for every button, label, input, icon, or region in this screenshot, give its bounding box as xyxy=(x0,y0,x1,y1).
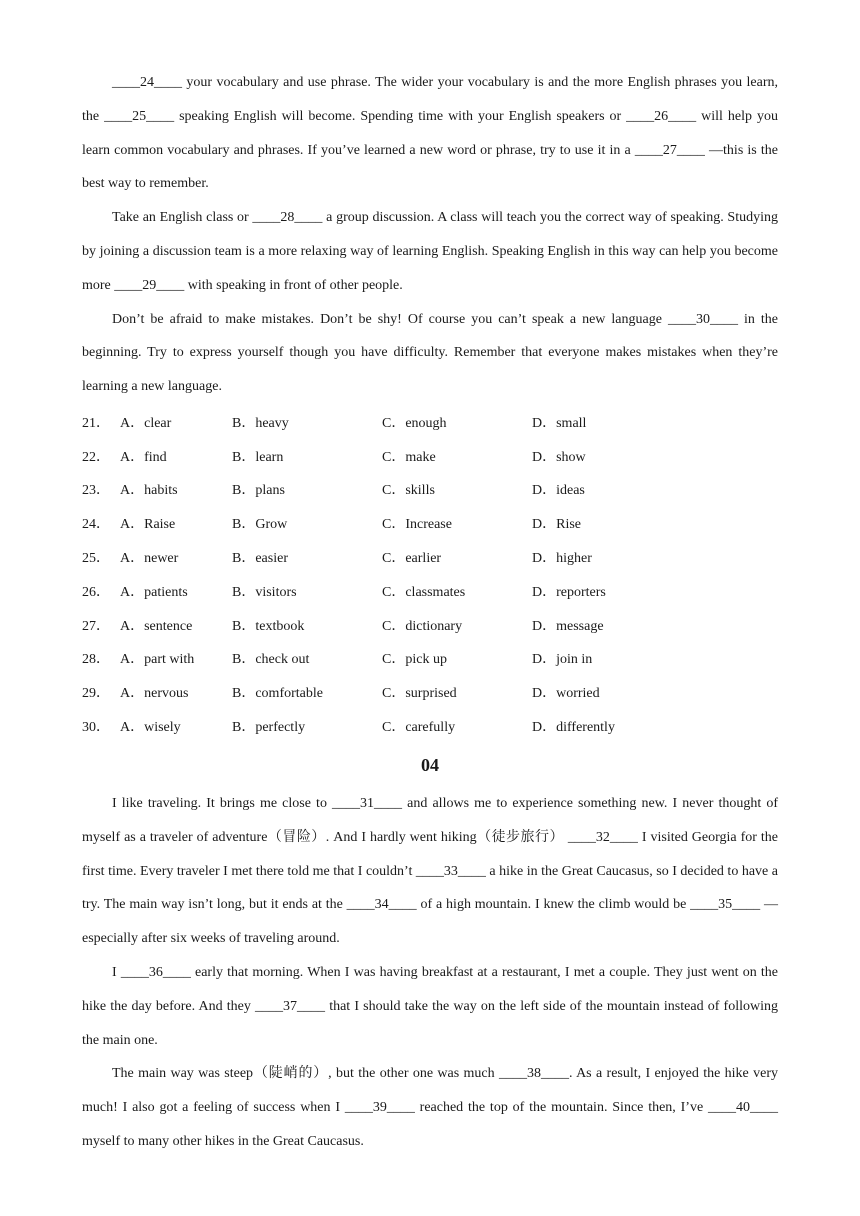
option-c: C．classmates xyxy=(382,584,466,600)
option-c: C．carefully xyxy=(382,720,456,736)
passage-paragraph: ____24____ your vocabulary and use phrase. The wider your vocabulary is and the more English phrases you learn, the ____25____ speaking English will become. Spending time with your English speakers or ____26____ will help you learn common vocabulary and phrases. If you’ve learned a new word or phrase, try to use it in a ____27____ —this is the best way to remember. xyxy=(82,75,778,192)
option-d: D．message xyxy=(532,618,604,634)
passage-paragraph: I like traveling. It brings me close to ____31____ and allows me to experience something new. I never thought of myself as a traveler of adventure（冒险）. And I hardly went hiking（徒步旅行） ____32____ I visited Georgia for the first time. Every traveler I met there told me that I couldn’t ____33____ a hike in the Great Caucasus, so I decided to have a try. The main way isn’t long, but it ends at the ____34____ of a high mountain. I knew the climb would be ____35____ —especially after six weeks of traveling around. xyxy=(82,795,778,947)
option-c: C．pick up xyxy=(382,652,447,668)
passage-1 xyxy=(82,66,778,404)
question-row xyxy=(82,439,778,473)
option-c: C．make xyxy=(382,449,436,465)
question-number: 30． xyxy=(82,720,110,736)
option-a: A．Raise xyxy=(120,517,176,533)
question-row xyxy=(82,709,778,743)
option-c: C．earlier xyxy=(382,551,442,567)
option-d: D．small xyxy=(532,415,587,431)
option-b: B．easier xyxy=(232,551,288,567)
question-number: 24． xyxy=(82,517,110,533)
option-a: A．find xyxy=(120,449,167,465)
option-b: B．heavy xyxy=(232,415,289,431)
passage-paragraph: The main way was steep（陡峭的）, but the other one was much ____38____. As a result, I enjoyed the hike very much! I also got a feeling of success when I ____39____ reached the top of the mountain. Since then, I’ve ____40____ myself to many other hikes in the Great Caucasus. xyxy=(82,1066,778,1149)
question-number: 21． xyxy=(82,415,110,431)
question-row xyxy=(82,642,778,676)
question-options-list xyxy=(82,405,778,743)
question-row xyxy=(82,675,778,709)
section-title: 04 xyxy=(421,754,439,775)
passage-2 xyxy=(82,787,778,1159)
question-number: 26． xyxy=(82,584,110,600)
option-b: B．plans xyxy=(232,483,285,499)
question-number: 27． xyxy=(82,618,110,634)
option-c: C．Increase xyxy=(382,517,452,533)
option-a: A．part with xyxy=(120,652,195,668)
option-c: C．dictionary xyxy=(382,618,463,634)
option-b: B．comfortable xyxy=(232,686,323,702)
option-b: B．Grow xyxy=(232,517,288,533)
option-d: D．ideas xyxy=(532,483,585,499)
option-b: B．check out xyxy=(232,652,310,668)
option-d: D．differently xyxy=(532,720,615,736)
question-row xyxy=(82,405,778,439)
option-d: D．higher xyxy=(532,551,592,567)
option-c: C．surprised xyxy=(382,686,457,702)
option-a: A．newer xyxy=(120,551,179,567)
option-d: D．Rise xyxy=(532,517,581,533)
question-row xyxy=(82,540,778,574)
option-d: D．join in xyxy=(532,652,593,668)
question-number: 29． xyxy=(82,686,110,702)
question-row xyxy=(82,473,778,507)
document-content xyxy=(82,66,778,1159)
passage-paragraph: I ____36____ early that morning. When I was having breakfast at a restaurant, I met a couple. They just went on the hike the day before. And they ____37____ that I should take the way on the left side of the mountain instead of following the main one. xyxy=(82,964,778,1048)
option-c: C．skills xyxy=(382,483,435,499)
option-a: A．sentence xyxy=(120,618,193,634)
option-b: B．learn xyxy=(232,449,284,465)
question-number: 23． xyxy=(82,483,110,499)
passage-paragraph: Don’t be afraid to make mistakes. Don’t be shy! Of course you can’t speak a new language ____30____ in the beginning. Try to express yourself though you have difficulty. Remember that everyone makes mistakes when they’re learning a new language. xyxy=(82,311,778,395)
option-a: A．patients xyxy=(120,584,188,600)
question-number: 25． xyxy=(82,551,110,567)
option-d: D．reporters xyxy=(532,584,606,600)
option-a: A．clear xyxy=(120,415,172,431)
option-c: C．enough xyxy=(382,415,447,431)
option-d: D．show xyxy=(532,449,586,465)
option-b: B．textbook xyxy=(232,618,305,634)
option-d: D．worried xyxy=(532,686,600,702)
option-b: B．visitors xyxy=(232,584,297,600)
option-a: A．nervous xyxy=(120,686,189,702)
passage-paragraph: Take an English class or ____28____ a group discussion. A class will teach you the correct way of speaking. Studying by joining a discussion team is a more relaxing way of learning English. Speaking English in this way can help you become more ____29____ with speaking in front of other people. xyxy=(82,210,778,293)
question-row xyxy=(82,574,778,608)
option-b: B．perfectly xyxy=(232,720,306,736)
option-a: A．habits xyxy=(120,483,178,499)
question-number: 22． xyxy=(82,449,110,465)
question-row xyxy=(82,608,778,642)
question-number: 28． xyxy=(82,652,110,668)
question-row xyxy=(82,506,778,540)
option-a: A．wisely xyxy=(120,720,181,736)
